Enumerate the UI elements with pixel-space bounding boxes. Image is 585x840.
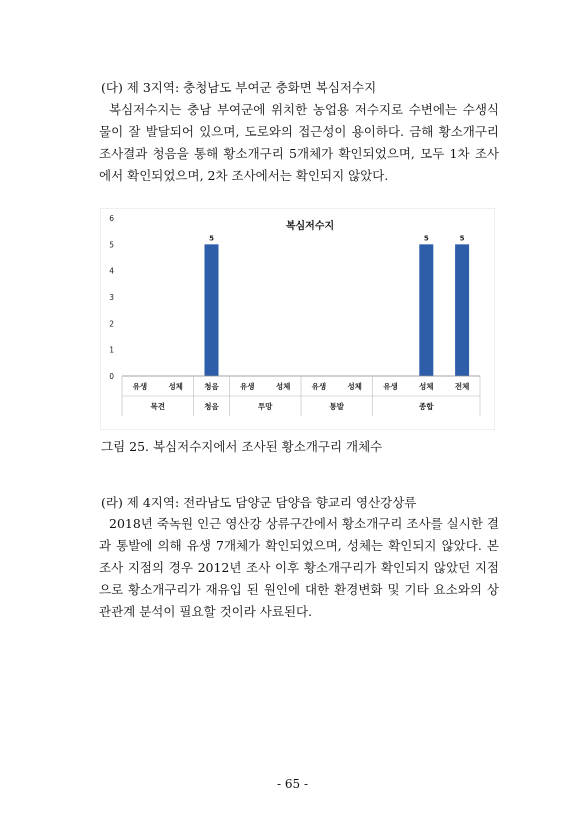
x-group-label: 투망 [257, 402, 273, 411]
x-tick-label: 성체 [275, 382, 291, 391]
x-group-label: 종합 [419, 402, 434, 411]
data-label: 5 [459, 234, 465, 243]
x-tick-label: 청음 [204, 382, 219, 391]
y-tick-label: 5 [109, 240, 114, 250]
page-number: - 65 - [276, 777, 308, 791]
chart-svg [100, 208, 495, 430]
x-tick-label: 유생 [311, 382, 327, 391]
data-label: 5 [209, 234, 214, 243]
x-tick-label: 유생 [240, 382, 255, 391]
chart-title: 복심저수지 [285, 221, 335, 232]
x-group-label: 청음 [204, 402, 219, 411]
x-tick-label: 유생 [132, 382, 148, 391]
bar [419, 244, 433, 376]
y-tick-label: 4 [109, 266, 114, 276]
section-c-paragraph: 복심저수지는 충남 부여군에 위치한 농업용 저수지로 수변에는 수생식물이 잘 발달되어 있으며, 도로와의 접근성이 용이하다. 금해 황소개구리 조사결과 청음을 통해 황소개구리 5개체가 확인되었으며, 모두 1차 조사에서 확인되었으며, 2차 조사에서는 확인되지 않았다. [99, 102, 499, 183]
x-tick-label: 성체 [347, 382, 362, 391]
y-tick-label: 2 [109, 319, 114, 329]
chart-frame [100, 208, 495, 430]
x-tick-label: 전체 [454, 382, 470, 391]
x-tick-label: 유생 [383, 382, 398, 391]
y-tick-label: 6 [109, 214, 114, 223]
y-tick-label: 0 [109, 372, 114, 381]
x-tick-label: 성체 [168, 382, 183, 391]
x-group-label: 통발 [329, 402, 345, 411]
y-tick-label: 3 [109, 293, 114, 302]
y-tick-label: 1 [109, 345, 114, 355]
x-group-label: 목견 [150, 402, 166, 411]
section-d-heading: (라) 제 4지역: 전라남도 담양군 담양읍 향교리 영산강상류 [101, 495, 417, 510]
x-tick-label: 성체 [419, 382, 434, 391]
bar [455, 244, 469, 376]
section-c-heading: (다) 제 3지역: 충청남도 부여군 충화면 복심저수지 [101, 80, 377, 95]
bar-chart [100, 208, 495, 430]
section-d-paragraph: 2018년 죽녹원 인근 영산강 상류구간에서 황소개구리 조사를 실시한 결과 통발에 의해 유생 7개체가 확인되었으며, 성체는 확인되지 않았다. 본 조사 지점의 경우 2012년 조사 이후 황소개구리가 확인되지 않았던 지점으로 황소개구리가 재유입 된 원인에 대한 환경변화 및 기타 요소와의 상관관계 분석이 필요할 것이라 사료된다. [99, 516, 499, 619]
bar [205, 244, 219, 376]
data-label: 5 [423, 234, 429, 243]
figure-caption: 그림 25. 복심저수지에서 조사된 황소개구리 개체수 [101, 439, 383, 454]
